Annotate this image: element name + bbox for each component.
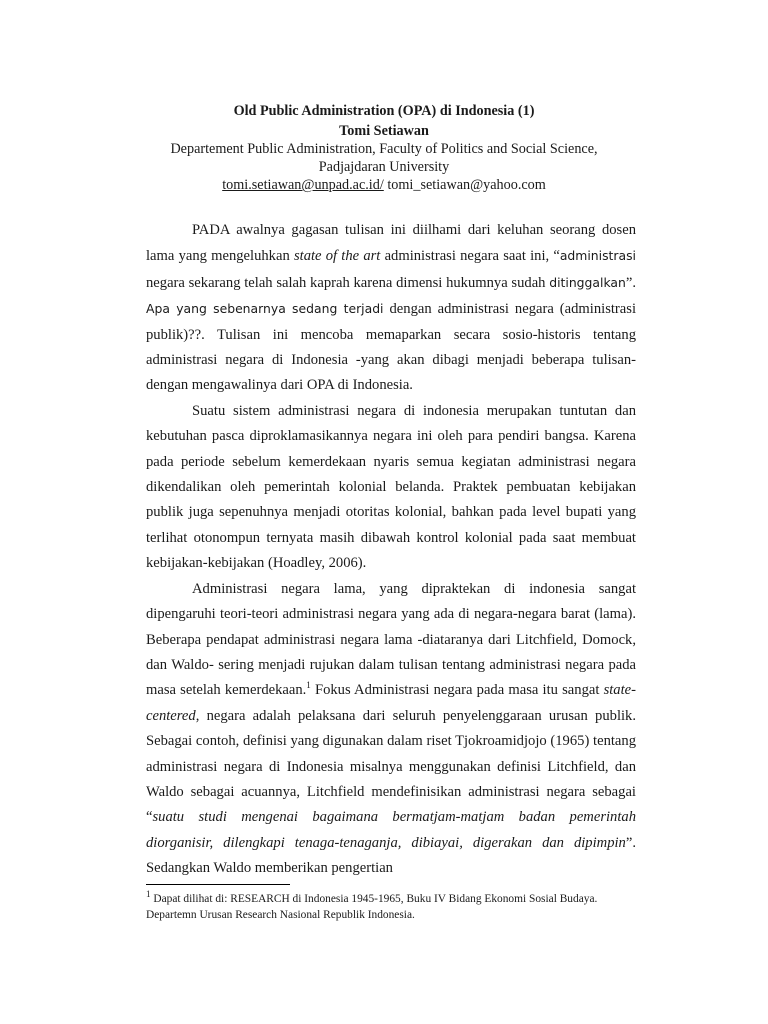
affiliation-university: Padjajdaran University (318, 159, 450, 175)
p3-text-4: ”. Sedangkan Waldo memberikan pengertian (146, 834, 636, 877)
paragraph-1 (146, 218, 636, 399)
body-text (146, 218, 636, 882)
paragraph-3 (146, 577, 636, 882)
p3-text-3: , negara adalah pelaksana dari seluruh penyelenggaraan urusan publik. Sebagai contoh, definisi yang digunakan dalam riset Tjokroamidjojo (1965) tentang administrasi negara di Indonesia misalnya menggunakan definisi Litchfield, dan Waldo sebagai acuannya, Litchfield mendefinisikan administrasi negara sebagai “ (146, 707, 636, 826)
footnote-mark: 1 (146, 889, 151, 900)
p1-text-4: ”. (625, 274, 636, 291)
p3-text-1: Administrasi negara lama, yang dipraktekan di indonesia sangat dipengaruhi teori-teori administrasi negara yang ada di negara-negara barat (lama). Beberapa pendapat administrasi negara lama -diataranya dari Litchfield, Domock, dan Waldo- sering menjadi rujukan dalam tulisan tentang administrasi negara pada masa setelah kemerdekaan. (146, 580, 636, 699)
p1-text-3: negara sekarang telah salah kaprah karena dimensi hukumnya sudah (146, 274, 550, 291)
footnote (146, 891, 636, 923)
footnote-reference[interactable]: 1 (306, 680, 311, 691)
p3-italic-2: suatu studi mengenai bagaimana bermatjam-matjam badan pemerintah diorganisir, dilengkapi tenaga-tenaganja, dibiayai, digerakan dan dipimpin (146, 809, 636, 851)
email-link[interactable]: tomi.setiawan@unpad.ac.id/ (222, 177, 384, 193)
p1-quote-2: ditinggalkan (549, 274, 626, 290)
author-name: Tomi Setiawan (339, 123, 429, 139)
p1-text-1: PADA awalnya gagasan tulisan ini diilhami dari keluhan seorang dosen lama yang mengeluhkan (146, 222, 636, 265)
p1-text-5: dengan administrasi negara (administrasi publik)??. Tulisan ini mencoba memaparkan secara sosio-historis tentang administrasi negara di Indonesia -yang akan dibagi menjadi beberapa tulisan- dengan mengawalinya dari OPA di Indonesia. (146, 301, 636, 394)
paper-title: Old Public Administration (OPA) di Indonesia (1) (233, 103, 535, 119)
document-header (0, 102, 768, 194)
footnote-text: Dapat dilihat di: RESEARCH di Indonesia 1945-1965, Buku IV Bidang Ekonomi Sosial Budaya. Departemn Urusan Research Nasional Republik Indonesia. (146, 893, 598, 921)
p3-text-2: Fokus Administrasi negara pada masa itu sangat (310, 682, 604, 699)
affiliation-line: Departement Public Administration, Faculty of Politics and Social Science, (170, 141, 598, 157)
author-emails (0, 176, 768, 194)
footnote-divider (146, 884, 290, 885)
p1-quote-1: administrasi (559, 248, 636, 264)
paragraph-2: Suatu sistem administrasi negara di indonesia merupakan tuntutan dan kebutuhan pasca diproklamasikannya negara ini oleh para pendiri bangsa. Karena pada periode sebelum kemerdekaan nyaris semua kegiatan administrasi negara dikendalikan oleh pemerintah kolonial belanda. Praktek pembuatan kebijakan publik juga sepenuhnya menjadi otoritas kolonial, bahkan pada level bupati yang terlihat otonompun ternyata masih dibawah kontrol kolonial pada saat membuat kebijakan-kebijakan (Hoadley, 2006). (146, 402, 636, 572)
p1-text-2: administrasi negara saat ini, “ (380, 248, 560, 265)
p1-quote-3: Apa yang sebenarnya sedang terjadi (146, 301, 384, 317)
p3-italic-1: state-centered (146, 682, 637, 724)
p1-italic-1: state of the art (293, 248, 381, 265)
email-secondary: tomi_setiawan@yahoo.com (387, 177, 546, 193)
